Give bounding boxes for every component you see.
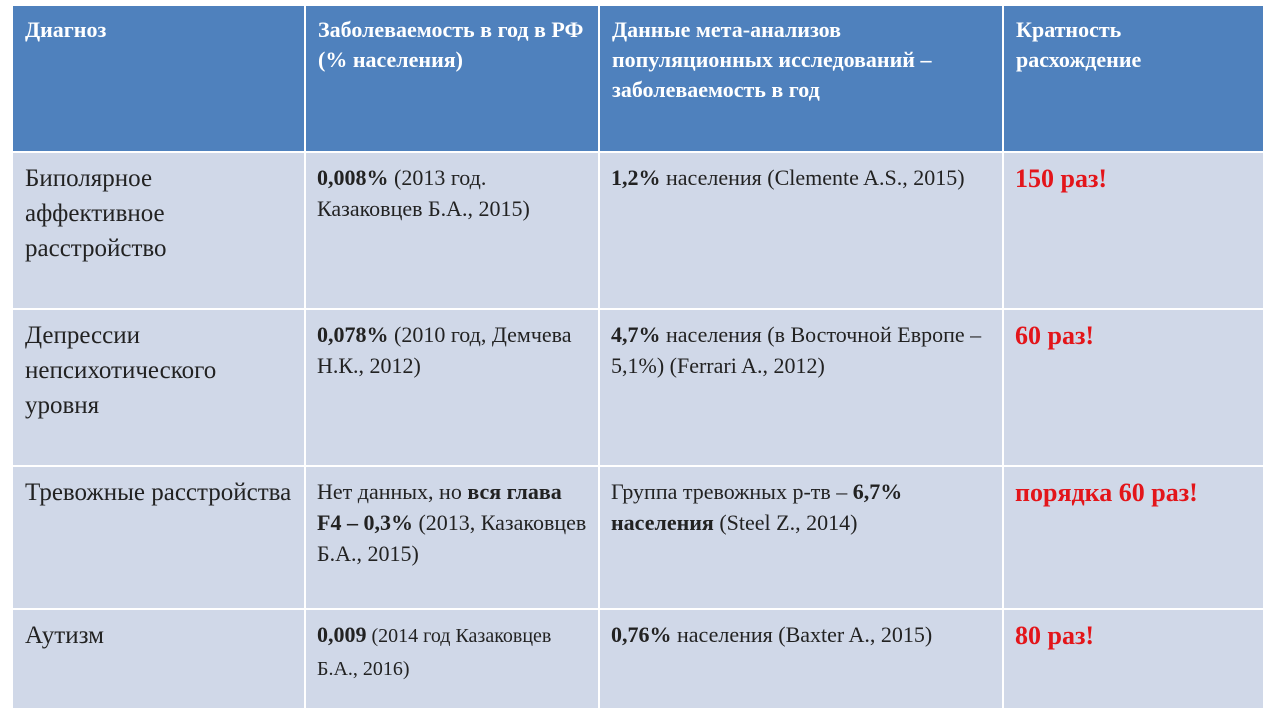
row2-ratio	[1004, 310, 1263, 465]
row3-meta	[600, 467, 1002, 608]
row1-ratio-value: 150 раз!	[1015, 164, 1108, 193]
header-rf-incidence: Заболеваемость в год в РФ (% населения)	[306, 6, 598, 151]
row2-rf-value: 0,078%	[317, 322, 389, 347]
row2-meta-source: населения (в Восточной Европе – 5,1%) (Ferrari A., 2012)	[611, 322, 982, 378]
row2-rf-incidence	[306, 310, 598, 465]
row3-ratio	[1004, 467, 1263, 608]
header-meta-analysis: Данные мета-анализов популяционных исследований – заболеваемость в год	[600, 6, 1002, 151]
row4-meta-value: 0,76%	[611, 622, 672, 647]
row1-ratio	[1004, 153, 1263, 308]
row4-rf-source: (2014 год Казаковцев Б.А., 2016)	[317, 625, 552, 680]
header-diagnosis: Диагноз	[13, 6, 304, 151]
row3-diagnosis: Тревожные расстройства	[13, 467, 304, 608]
row1-diagnosis: Биполярное аффективное расстройство	[13, 153, 304, 308]
data-table	[13, 6, 1263, 712]
row4-rf-value: 0,009	[317, 622, 367, 647]
row3-rf-prefix: Нет данных, но	[317, 479, 468, 504]
row3-rf-value: вся глава F4 – 0,3%	[317, 479, 562, 535]
row2-meta	[600, 310, 1002, 465]
row1-rf-incidence	[306, 153, 598, 308]
row2-rf-source: (2010 год, Демчева Н.К., 2012)	[317, 322, 572, 378]
row3-ratio-value: порядка 60 раз!	[1015, 478, 1198, 507]
row2-ratio-value: 60 раз!	[1015, 321, 1095, 350]
row2-diagnosis: Депрессии непсихотического уровня	[13, 310, 304, 465]
row3-meta-source: (Steel Z., 2014)	[713, 510, 858, 535]
row2-meta-value: 4,7%	[611, 322, 661, 347]
row1-rf-source: (2013 год. Казаковцев Б.А., 2015)	[317, 165, 530, 221]
row4-meta	[600, 610, 1002, 708]
row4-rf-incidence	[306, 610, 598, 708]
row4-diagnosis: Аутизм	[13, 610, 304, 708]
row1-rf-value: 0,008%	[317, 165, 389, 190]
row3-meta-value: 6,7% населения	[611, 479, 903, 535]
row3-meta-prefix: Группа тревожных р-тв –	[611, 479, 853, 504]
row3-rf-incidence	[306, 467, 598, 608]
row4-ratio	[1004, 610, 1263, 708]
row1-meta-value: 1,2%	[611, 165, 661, 190]
row4-ratio-value: 80 раз!	[1015, 621, 1095, 650]
row1-meta	[600, 153, 1002, 308]
row3-rf-source: (2013, Казаковцев Б.А., 2015)	[317, 510, 587, 566]
row1-meta-source: населения (Clemente A.S., 2015)	[660, 165, 965, 190]
row4-meta-source: населения (Baxter A., 2015)	[671, 622, 933, 647]
header-ratio: Кратность расхождение	[1004, 6, 1263, 151]
